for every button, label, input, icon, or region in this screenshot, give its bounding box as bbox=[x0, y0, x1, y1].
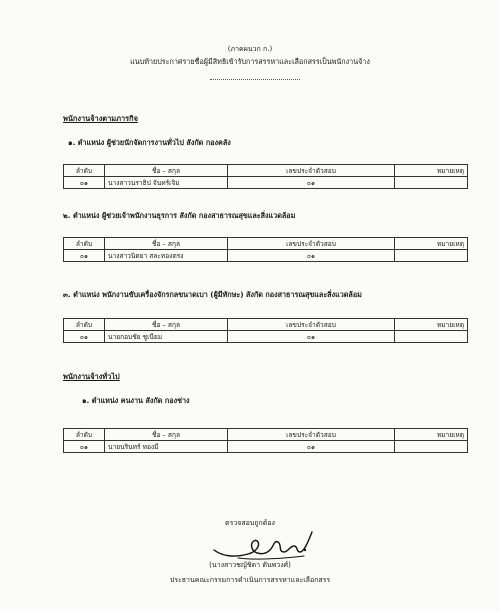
col-header-name: ชื่อ – สกุล bbox=[105, 165, 228, 177]
cell-note bbox=[395, 177, 468, 189]
table-header-row bbox=[64, 429, 468, 441]
cell-no: ๐๑ bbox=[64, 441, 105, 453]
col-header-name: ชื่อ – สกุล bbox=[105, 238, 228, 250]
roster-table-4 bbox=[63, 428, 468, 453]
col-header-name: ชื่อ – สกุล bbox=[105, 429, 228, 441]
cell-name: นายนรินทร์ ทองมี bbox=[105, 441, 228, 453]
cell-exam-id: ๐๑ bbox=[228, 331, 395, 343]
section-heading-mission-staff: พนักงานจ้างตามภารกิจ bbox=[63, 114, 138, 123]
col-header-exam-id: เลขประจำตัวสอบ bbox=[228, 319, 395, 331]
table-row bbox=[64, 177, 468, 189]
table-header-row bbox=[64, 238, 468, 250]
cell-exam-id: ๐๑ bbox=[228, 177, 395, 189]
table-header-row bbox=[64, 165, 468, 177]
cell-no: ๐๑ bbox=[64, 331, 105, 343]
col-header-no: ลำดับ bbox=[64, 319, 105, 331]
cell-note bbox=[395, 331, 468, 343]
position-title-2: ๒. ตำแหน่ง ผู้ช่วยเจ้าพนักงานธุรการ สังกัด กองสาธารณสุขและสิ่งแวดล้อม bbox=[63, 211, 296, 220]
position-title-4: ๑. ตำแหน่ง คนงาน สังกัด กองช่าง bbox=[82, 396, 190, 405]
cell-no: ๐๑ bbox=[64, 177, 105, 189]
col-header-exam-id: เลขประจำตัวสอบ bbox=[228, 429, 395, 441]
handwritten-signature bbox=[208, 528, 318, 564]
col-header-no: ลำดับ bbox=[64, 429, 105, 441]
col-header-exam-id: เลขประจำตัวสอบ bbox=[228, 238, 395, 250]
table-header-row bbox=[64, 319, 468, 331]
position-title-3: ๓. ตำแหน่ง พนักงานขับเครื่องจักรกลขนาดเบา (ผู้มีทักษะ) สังกัด กองสาธารณสุขและสิ่งแวดล้อม bbox=[63, 290, 362, 299]
cell-exam-id: ๐๑ bbox=[228, 250, 395, 262]
col-header-exam-id: เลขประจำตัวสอบ bbox=[228, 165, 395, 177]
cell-note bbox=[395, 441, 468, 453]
col-header-no: ลำดับ bbox=[64, 165, 105, 177]
title-divider bbox=[210, 71, 300, 80]
cell-name: นางสาวนิตยา สละทองตรง bbox=[105, 250, 228, 262]
signer-position: ประธานคณะกรรมการดำเนินการสรรหาและเลือกสรร bbox=[169, 576, 331, 584]
table-row bbox=[64, 331, 468, 343]
cell-name: นายกอบชัย ชูเนียม bbox=[105, 331, 228, 343]
col-header-note: หมายเหตุ bbox=[395, 238, 468, 250]
table-row bbox=[64, 250, 468, 262]
roster-table-2 bbox=[63, 237, 468, 262]
roster-table-1 bbox=[63, 164, 468, 189]
position-title-1: ๑. ตำแหน่ง ผู้ช่วยนักจัดการงานทั่วไป สังกัด กองคลัง bbox=[68, 138, 231, 147]
appendix-label: (ภาคผนวก ก.) bbox=[227, 45, 273, 53]
col-header-note: หมายเหตุ bbox=[395, 165, 468, 177]
col-header-name: ชื่อ – สกุล bbox=[105, 319, 228, 331]
cell-note bbox=[395, 250, 468, 262]
cell-no: ๐๑ bbox=[64, 250, 105, 262]
col-header-no: ลำดับ bbox=[64, 238, 105, 250]
cell-exam-id: ๐๑ bbox=[228, 441, 395, 453]
roster-table-3 bbox=[63, 318, 468, 343]
cell-name: นางสาวนราธิป จันทร์เจิม bbox=[105, 177, 228, 189]
col-header-note: หมายเหตุ bbox=[395, 429, 468, 441]
col-header-note: หมายเหตุ bbox=[395, 319, 468, 331]
table-row bbox=[64, 441, 468, 453]
section-heading-general-staff: พนักงานจ้างทั่วไป bbox=[63, 372, 120, 381]
signer-name: (นางสาวชญัชิดา ตันพวงศ์) bbox=[209, 561, 291, 569]
document-title: แนบท้ายประกาศรายชื่อผู้มีสิทธิเข้ารับการสรรหาและเลือกสรรเป็นพนักงานจ้าง bbox=[130, 57, 370, 66]
verified-label: ตรวจสอบถูกต้อง bbox=[225, 519, 275, 527]
